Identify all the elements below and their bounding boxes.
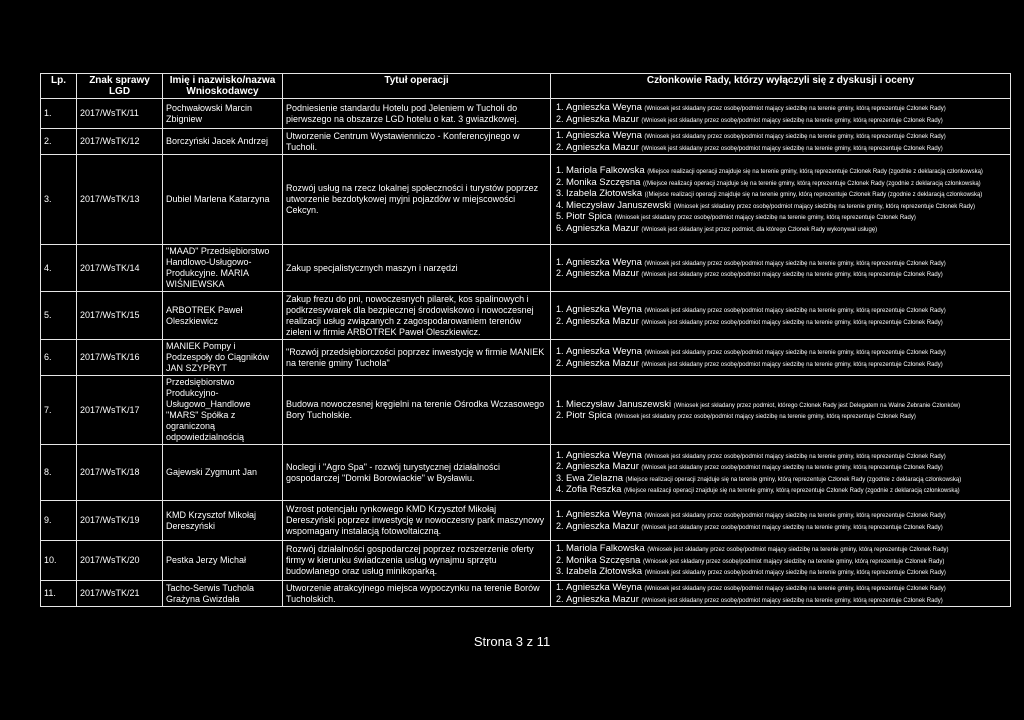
- member-name: Piotr Spica: [566, 211, 612, 222]
- member-name: Agnieszka Mazur: [566, 315, 639, 327]
- row-title: Noclegi i "Agro Spa" - rozwój turystycznej działalności gospodarczej "Domki Borowiackie" w Bysławiu.: [283, 445, 551, 501]
- row-members: [551, 445, 1011, 501]
- row-title: Rozwój usług na rzecz lokalnej społeczności i turystów poprzez utworzenie bezdotykowej myjni pojazdów w miejscowości Cekcyn.: [283, 155, 551, 245]
- member-item: [566, 358, 1007, 370]
- member-name: Agnieszka Weyna: [566, 130, 642, 141]
- row-title: Utworzenie Centrum Wystawienniczo - Konferencyjnego w Tucholi.: [283, 129, 551, 155]
- row-lp: 5.: [41, 292, 77, 340]
- member-name: Agnieszka Mazur: [566, 461, 639, 472]
- member-note: (Wniosek jest składany przez osobę/podmiot mający siedzibę na terenie gminy, którą reprezentuje Członek Rady): [614, 414, 916, 420]
- member-name: Mariola Falkowska: [566, 165, 645, 176]
- members-list: [554, 543, 1007, 578]
- row-lp: 3.: [41, 155, 77, 245]
- member-name: Agnieszka Mazur: [566, 593, 639, 605]
- row-applicant: Tacho-Serwis Tuchola Grażyna Gwizdała: [163, 581, 283, 607]
- member-note: (Wniosek jest składany przez osobę/podmiot mający siedzibę na terenie gminy, którą reprezentuje Członek Rady): [642, 558, 945, 565]
- member-item: [566, 142, 1007, 154]
- member-item: [566, 509, 1007, 521]
- member-item: [566, 461, 1007, 473]
- row-members: [551, 99, 1011, 129]
- table-row: [41, 445, 1011, 501]
- member-item: [566, 346, 1007, 358]
- member-note: (Miejsce realizacji operacji znajduje się na terenie gminy, którą reprezentuje Członek Rady (zgodnie z deklaracją członkowską): [623, 488, 960, 494]
- table-row: [41, 541, 1011, 581]
- member-name: Agnieszka Mazur: [566, 268, 639, 279]
- members-list: [554, 130, 1007, 153]
- member-name: Ewa Zielazna: [566, 472, 624, 484]
- member-item: [566, 484, 1007, 496]
- row-title: Budowa nowoczesnej kręgielni na terenie Ośrodka Wczasowego Bory Tucholskie.: [283, 376, 551, 445]
- member-note: (Wniosek jest składany przez osobę/podmiot mający siedzibę na terenie gminy, którą reprezentuje Członek Rady): [644, 260, 946, 267]
- row-title: Utworzenie atrakcyjnego miejsca wypoczynku na terenie Borów Tucholskich.: [283, 581, 551, 607]
- table-row: [41, 501, 1011, 541]
- row-case-no: 2017/WsTK/16: [77, 340, 163, 376]
- row-members: [551, 245, 1011, 292]
- table-row: [41, 340, 1011, 376]
- row-lp: 4.: [41, 245, 77, 292]
- member-name: Agnieszka Mazur: [566, 520, 639, 532]
- member-name: Agnieszka Weyna: [566, 346, 642, 357]
- row-applicant: Pestka Jerzy Michał: [163, 541, 283, 581]
- member-note: (Wniosek jest składany przez osobę/podmiot mający siedzibę na terenie gminy, którą reprezentuje Członek Rady): [644, 106, 946, 112]
- row-title: Zakup specjalistycznych maszyn i narzędzi: [283, 245, 551, 292]
- row-applicant: Pochwałowski Marcin Zbigniew: [163, 99, 283, 129]
- member-item: [566, 130, 1007, 142]
- row-case-no: 2017/WsTK/21: [77, 581, 163, 607]
- header-lp: Lp.: [41, 74, 77, 99]
- row-members: [551, 581, 1011, 607]
- row-members: [551, 501, 1011, 541]
- header-applicant: Imię i nazwisko/nazwa Wnioskodawcy: [163, 74, 283, 99]
- row-lp: 2.: [41, 129, 77, 155]
- member-name: Mieczysław Januszewski: [566, 398, 672, 410]
- row-lp: 1.: [41, 99, 77, 129]
- member-note: ((Miejsce realizacji operacji znajduje się na terenie gminy, którą reprezentuje Członek Rady (zgodnie z deklaracją członkowską): [642, 180, 981, 187]
- table-row: [41, 292, 1011, 340]
- row-case-no: 2017/WsTK/15: [77, 292, 163, 340]
- member-note: (Wniosek jest składany przez osobę/podmiot mający siedzibę na terenie gminy, którą reprezentuje Członek Rady): [641, 361, 943, 368]
- members-list: [554, 304, 1007, 327]
- members-list: [554, 346, 1007, 369]
- member-name: Agnieszka Mazur: [566, 141, 639, 153]
- members-list: [554, 582, 1007, 605]
- member-name: Agnieszka Mazur: [566, 222, 639, 234]
- members-list: [554, 102, 1007, 125]
- row-title: "Rozwój przedsiębiorczości poprzez inwestycję w firmie MANIEK na terenie gminy Tuchola": [283, 340, 551, 376]
- member-item: [566, 473, 1007, 485]
- row-applicant: "MAAD" Przedsiębiorstwo Handlowo-Usługowo-Produkcyjne. MARIA WIŚNIEWSKA: [163, 245, 283, 292]
- member-note: (Miejsce realizacji operacji znajduje się na terenie gminy, którą reprezentuje Członek Rady (zgodnie z deklaracją członkowską): [647, 169, 983, 175]
- members-list: [554, 399, 1007, 422]
- member-name: Agnieszka Weyna: [566, 509, 642, 520]
- row-applicant: KMD Krzysztof Mikołaj Dereszyński: [163, 501, 283, 541]
- row-case-no: 2017/WsTK/19: [77, 501, 163, 541]
- row-lp: 11.: [41, 581, 77, 607]
- member-name: Zofia Reszka: [566, 484, 622, 495]
- row-case-no: 2017/WsTK/14: [77, 245, 163, 292]
- table-row: [41, 245, 1011, 292]
- member-note: (Wniosek jest składany przez osobę/podmiot mający siedzibę na terenie gminy, którą reprezentuje Członek Rady): [641, 145, 943, 152]
- members-list: [554, 165, 1007, 234]
- member-note: (Wniosek jest składany przez osobę/podmiot mający siedzibę na terenie gminy, którą reprezentuje Członek Rady): [647, 547, 949, 554]
- members-list: [554, 257, 1007, 280]
- header-members: Członkowie Rady, którzy wyłączyli się z dyskusji i oceny: [551, 74, 1011, 99]
- member-note: (Wniosek jest składany przez osobę/podmiot mający siedzibę na terenie gminy, którą reprezentuje Członek Rady): [641, 524, 943, 531]
- member-note: (Wniosek jest składany jest przez podmiot, dla którego Członek Rady wykonywał usługę): [641, 226, 878, 233]
- row-lp: 9.: [41, 501, 77, 541]
- member-item: [566, 316, 1007, 328]
- member-note: (Wniosek jest składany przez osobę/podmiot mający siedzibę na terenie gminy, którą reprezentuje Członek Rady): [644, 570, 946, 577]
- member-item: [566, 257, 1007, 269]
- member-name: Izabela Złotowska: [566, 566, 643, 578]
- row-lp: 6.: [41, 340, 77, 376]
- row-case-no: 2017/WsTK/13: [77, 155, 163, 245]
- member-name: Mieczysław Januszewski: [566, 199, 672, 211]
- row-applicant: Przedsiębiorstwo Produkcyjno-Usługowo_Handlowe "MARS" Spółka z ograniczoną odpowiedzialnością: [163, 376, 283, 445]
- header-case-no: Znak sprawy LGD: [77, 74, 163, 99]
- member-item: [566, 399, 1007, 411]
- row-lp: 7.: [41, 376, 77, 445]
- member-item: [566, 594, 1007, 606]
- members-exclusion-table: [40, 73, 1011, 607]
- member-item: [566, 165, 1007, 177]
- row-members: [551, 541, 1011, 581]
- member-item: [566, 177, 1007, 189]
- member-note: (Wniosek jest składany przez osobę/podmiot mający siedzibę na terenie gminy, którą reprezentuje Członek Rady): [641, 465, 943, 471]
- member-item: [566, 200, 1007, 212]
- member-note: (Wniosek jest składany przez osobę/podmiot mający siedzibę na terenie gminy, którą reprezentuje Członek Rady): [644, 134, 946, 140]
- member-name: Monika Szczęsna: [566, 554, 641, 566]
- member-note: (Wniosek jest składany przez osobę/podmiot mający siedzibę na terenie gminy, którą reprezentuje Członek Rady): [614, 215, 916, 221]
- member-item: [566, 450, 1007, 462]
- row-case-no: 2017/WsTK/20: [77, 541, 163, 581]
- member-name: Agnieszka Mazur: [566, 357, 639, 369]
- table-body: [41, 99, 1011, 607]
- member-note: (Wniosek jest składany przez osobę/podmiot mający siedzibę na terenie gminy, którą reprezentuje Członek Rady): [644, 453, 946, 460]
- row-title: Rozwój działalności gospodarczej poprzez rozszerzenie oferty firmy w kierunku świadczenia usług wynajmu sprzętu budowlanego oraz usług minikoparką.: [283, 541, 551, 581]
- row-applicant: ARBOTREK Paweł Oleszkiewicz: [163, 292, 283, 340]
- member-item: [566, 582, 1007, 594]
- table-row: [41, 155, 1011, 245]
- table-row: [41, 376, 1011, 445]
- table-row: [41, 581, 1011, 607]
- members-list: [554, 509, 1007, 532]
- member-item: [566, 543, 1007, 555]
- row-applicant: MANIEK Pompy i Podzespoły do Ciągników JAN SZYPRYT: [163, 340, 283, 376]
- header-title: Tytuł operacji: [283, 74, 551, 99]
- row-title: Zakup frezu do pni, nowoczesnych pilarek, kos spalinowych i podkrzesywarek dla bezpiecznej środowiskowo i nowoczesnej realizacji usług związanych z zagospodarowaniem terenów zieleni w firmie ARBOTREK Paweł Oleszkiewicz.: [283, 292, 551, 340]
- row-case-no: 2017/WsTK/11: [77, 99, 163, 129]
- member-name: Agnieszka Weyna: [566, 304, 642, 315]
- member-note: (Wniosek jest składany przez osobę/podmiot mający siedzibę na terenie gminy, którą reprezentuje Członek Rady): [644, 350, 946, 356]
- member-note: (Miejsce realizacji operacji znajduje się na terenie gminy, którą reprezentuje Członek Rady (zgodnie z deklaracją członkowską): [625, 476, 962, 483]
- member-item: [566, 188, 1007, 200]
- member-name: Mariola Falkowska: [566, 543, 645, 555]
- member-item: [566, 566, 1007, 578]
- row-title: Podniesienie standardu Hotelu pod Jeleniem w Tucholi do pierwszego na obszarze LGD hotelu o kat. 3 gwiazdkowej.: [283, 99, 551, 129]
- table-row: [41, 129, 1011, 155]
- member-name: Piotr Spica: [566, 410, 612, 421]
- member-note: (Wniosek jest składany przez osobę/podmiot mający siedzibę na terenie gminy, którą reprezentuje Członek Rady): [673, 203, 975, 210]
- document-sheet: [40, 73, 1010, 607]
- member-name: Agnieszka Weyna: [566, 449, 642, 461]
- member-item: [566, 268, 1007, 280]
- row-applicant: Dubiel Marlena Katarzyna: [163, 155, 283, 245]
- member-note: (Wniosek jest składany przez osobę/podmiot mający siedzibę na terenie gminy, którą reprezentuje Członek Rady): [641, 319, 943, 326]
- member-note: (Wniosek jest składany przez osobę/podmiot mający siedzibę na terenie gminy, którą reprezentuje Członek Rady): [644, 513, 946, 519]
- member-name: Agnieszka Weyna: [566, 582, 642, 593]
- member-note: (Wniosek jest składany przez osobę/podmiot mający siedzibę na terenie gminy, którą reprezentuje Członek Rady): [641, 597, 943, 604]
- member-name: Monika Szczęsna: [566, 176, 641, 188]
- member-item: [566, 304, 1007, 316]
- member-name: Agnieszka Weyna: [566, 256, 642, 268]
- member-item: [566, 114, 1007, 126]
- row-lp: 8.: [41, 445, 77, 501]
- row-case-no: 2017/WsTK/18: [77, 445, 163, 501]
- row-applicant: Borczyński Jacek Andrzej: [163, 129, 283, 155]
- member-note: (Wniosek jest składany przez podmiot, którego Członek Rady jest Delegatem na Walne Zebranie Członków): [673, 402, 961, 409]
- member-note: (Wniosek jest składany przez osobę/podmiot mający siedzibę na terenie gminy, którą reprezentuje Członek Rady): [644, 586, 946, 592]
- member-note: (Wniosek jest składany przez osobę/podmiot mający siedzibę na terenie gminy, którą reprezentuje Członek Rady): [641, 272, 943, 278]
- page-number: Strona 3 z 11: [473, 634, 551, 649]
- member-name: Agnieszka Weyna: [566, 102, 642, 113]
- member-name: Izabela Złotowska: [566, 188, 643, 199]
- member-item: [566, 102, 1007, 114]
- row-case-no: 2017/WsTK/12: [77, 129, 163, 155]
- row-lp: 10.: [41, 541, 77, 581]
- row-case-no: 2017/WsTK/17: [77, 376, 163, 445]
- member-item: [566, 555, 1007, 567]
- member-item: [566, 521, 1007, 533]
- member-item: [566, 410, 1007, 422]
- table-row: [41, 99, 1011, 129]
- member-name: Agnieszka Mazur: [566, 113, 639, 125]
- row-members: [551, 129, 1011, 155]
- row-title: Wzrost potencjału rynkowego KMD Krzysztof Mikołaj Dereszyński poprzez inwestycję w nowoczesny park maszynowy wspomagany instalacją fotowoltaiczną.: [283, 501, 551, 541]
- member-item: [566, 223, 1007, 235]
- row-applicant: Gajewski Zygmunt Jan: [163, 445, 283, 501]
- member-note: ((Miejsce realizacji operacji znajduje się na terenie gminy, którą reprezentuje Członek Rady (zgodnie z deklaracją członkowską): [644, 192, 983, 198]
- row-members: [551, 340, 1011, 376]
- row-members: [551, 292, 1011, 340]
- member-note: (Wniosek jest składany przez osobę/podmiot mający siedzibę na terenie gminy, którą reprezentuje Członek Rady): [644, 308, 946, 314]
- member-note: (Wniosek jest składany przez osobę/podmiot mający siedzibę na terenie gminy, którą reprezentuje Członek Rady): [641, 117, 943, 124]
- row-members: [551, 155, 1011, 245]
- members-list: [554, 450, 1007, 496]
- table-header-row: [41, 74, 1011, 99]
- member-item: [566, 211, 1007, 223]
- row-members: [551, 376, 1011, 445]
